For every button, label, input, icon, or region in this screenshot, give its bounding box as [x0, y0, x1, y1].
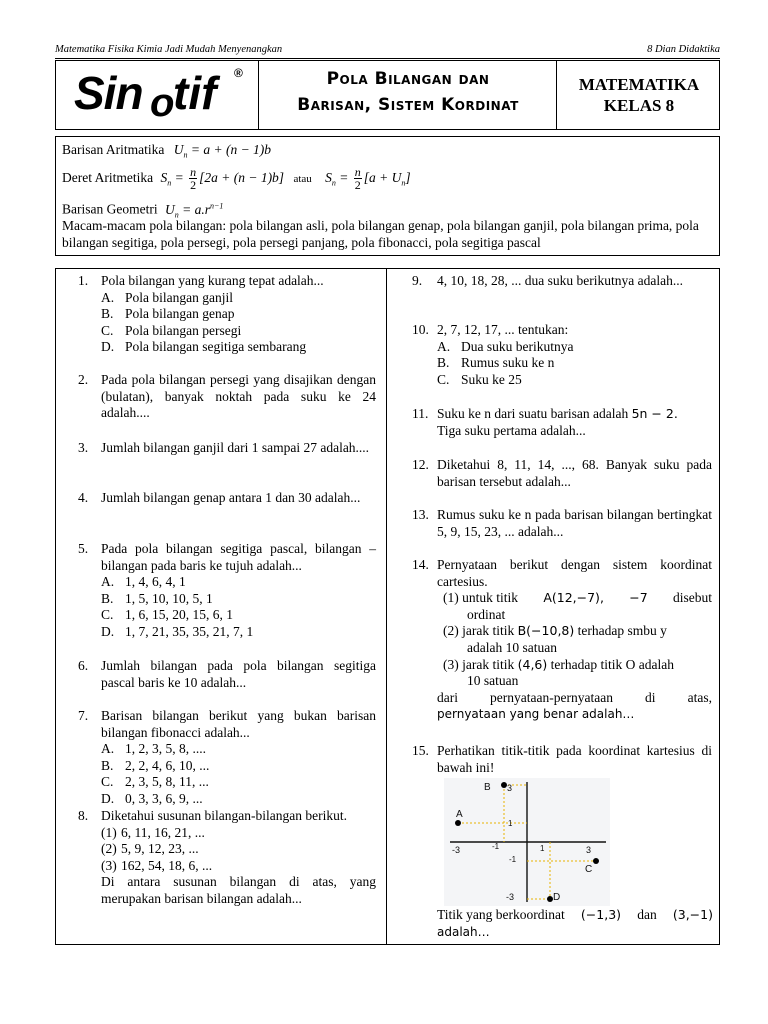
question-6: [78, 658, 376, 691]
logo: [70, 64, 250, 124]
q15-tail-b: adalah…: [437, 924, 490, 939]
q7-opt-c: C. 2, 3, 5, 8, 11, ...: [101, 774, 209, 790]
q2-num: 2.: [78, 372, 89, 387]
question-12: [412, 457, 712, 490]
q3-num: 3.: [78, 440, 89, 455]
deret-formula-2: $S_n$ = $\frac{n}{2}$ $[a + U_n]$: [325, 165, 411, 193]
point-a: [455, 820, 461, 826]
q1-opt-d: D. Pola bilangan segitiga sembarang: [101, 339, 307, 355]
subject-line1: MATEMATIKA: [578, 75, 700, 94]
q1-text: Pola bilangan yang kurang tepat adalah...: [101, 273, 324, 288]
q5-num: 5.: [78, 541, 89, 556]
q7-opt-d: D. 0, 3, 3, 6, 9, ...: [101, 790, 203, 806]
q4-text: Jumlah bilangan genap antara 1 dan 30 adalah...: [101, 490, 361, 505]
header-rule: [55, 58, 720, 59]
q5-opt-b: B. 1, 5, 10, 10, 5, 1: [101, 590, 213, 606]
q15-text: Perhatikan titik-titik pada koordinat kartesius di bawah ini!: [437, 743, 712, 775]
q10-opt-a: A. Dua suku berikutnya: [437, 338, 574, 354]
q7-opt-a: A. 1, 2, 3, 5, 8, ....: [101, 741, 206, 757]
q5-text: Pada pola bilangan segitiga pascal, bilangan – bilangan pada baris ke tujuh adalah...: [101, 541, 376, 573]
question-13: [412, 507, 712, 540]
formula-content: [62, 139, 714, 251]
tick-y-neg3: -3: [506, 892, 515, 902]
question-15-tail: [437, 907, 713, 940]
arith-formula: $U_n = a + (n - 1)b$: [173, 142, 272, 160]
page-title-line2: Barisan, Sistem Kordinat: [297, 95, 519, 115]
q7-num: 7.: [78, 708, 89, 723]
geo-formula: $U_n = a.r^{n-1}$: [164, 201, 224, 220]
question-3: [78, 440, 376, 457]
cartesian-graph: [444, 778, 610, 906]
label-b: B: [484, 782, 491, 793]
q12-text: Diketahui 8, 11, 14, ..., 68. Banyak suku pada barisan tersebut adalah...: [437, 457, 712, 489]
q9-num: 9.: [412, 273, 423, 288]
header-left: Matematika Fisika Kimia Jadi Mudah Menyenangkan: [55, 44, 283, 55]
q3-text: Jumlah bilangan ganjil dari 1 sampai 27 adalah....: [101, 440, 370, 455]
q14-stmt-3-cont: 10 satuan: [467, 673, 519, 689]
q1-opt-b: B. Pola bilangan genap: [101, 306, 235, 322]
deret-formula-1: $S_n$ = $\frac{n}{2}$ [2a + (n − 1)b]: [160, 165, 285, 193]
q8-text: Diketahui susunan bilangan-bilangan berikut.: [101, 808, 347, 823]
tick-x-1: 1: [540, 844, 545, 853]
q9-text: 4, 10, 18, 28, ... dua suku berikutnya adalah...: [437, 273, 683, 288]
atau-text: atau: [293, 173, 312, 185]
tick-y-neg1: -1: [509, 855, 517, 864]
deret-label: Deret Aritmetika: [62, 170, 154, 185]
q8-sub-1: (1) 6, 11, 16, 21, ...: [101, 824, 205, 840]
title-divider-1: [258, 60, 259, 130]
question-11: [412, 406, 712, 439]
label-c: C: [585, 864, 593, 875]
q14-stmt-1: (1) untuk titik A(12,−7), −7 disebut: [443, 590, 712, 606]
q10-text: 2, 7, 12, 17, ... tentukan:: [437, 322, 569, 337]
q1-opt-a: A. Pola bilangan ganjil: [101, 289, 233, 305]
tick-y-3: 3: [507, 783, 513, 793]
q8-tail: Di antara susunan bilangan di atas, yang merupakan barisan bilangan adalah...: [101, 874, 376, 906]
q11-text-b: Tiga suku pertama adalah...: [437, 422, 586, 438]
question-4: [78, 490, 376, 507]
page-title-line1: Pola Bilangan dan: [326, 69, 490, 89]
question-10: [412, 322, 712, 388]
q4-num: 4.: [78, 490, 89, 505]
title-divider-2: [556, 60, 557, 130]
q5-opt-c: C. 1, 6, 15, 20, 15, 6, 1: [101, 607, 233, 623]
q14-num: 14.: [412, 557, 429, 572]
tick-x-3: 3: [586, 845, 592, 855]
question-7: [78, 708, 376, 808]
q11-text-a: Suku ke n dari suatu barisan adalah: [437, 406, 629, 421]
q8-sub-3: (3) 162, 54, 18, 6, ...: [101, 857, 213, 873]
q14-stmt-1-cont: ordinat: [467, 606, 506, 622]
q6-text: Jumlah bilangan pada pola bilangan segitiga pascal baris ke 10 adalah...: [101, 658, 376, 690]
question-14: [412, 557, 712, 723]
q1-opt-c: C. Pola bilangan persegi: [101, 322, 242, 338]
q14-tail-2: pernyataan yang benar adalah…: [437, 707, 635, 722]
q10-opt-b: B. Rumus suku ke n: [437, 355, 555, 371]
q10-num: 10.: [412, 322, 429, 337]
q14-text: Pernyataan berikut dengan sistem koordinat cartesius.: [437, 557, 712, 589]
subject-block: [558, 74, 720, 116]
q14-tail-1: dari pernyataan-pernyataan di atas,: [437, 689, 712, 705]
logo-o-glyph: o: [150, 81, 175, 125]
question-2: [78, 372, 376, 422]
header-right: 8 Dian Didaktika: [647, 44, 720, 55]
question-15: [412, 743, 712, 776]
column-divider: [386, 268, 387, 945]
label-a: A: [456, 809, 463, 820]
question-9: [412, 273, 712, 290]
geo-label: Barisan Geometri: [62, 201, 158, 217]
q10-opt-c: C. Suku ke 25: [437, 371, 522, 387]
logo-text-b: tif: [173, 67, 217, 119]
logo-text-a: Sin: [74, 67, 143, 119]
point-c: [593, 858, 599, 864]
arith-label: Barisan Aritmatika: [62, 142, 165, 157]
q7-text: Barisan bilangan berikut yang bukan barisan bilangan fibonacci adalah...: [101, 708, 376, 740]
subject-line2: KELAS 8: [603, 96, 675, 115]
q1-num: 1.: [78, 273, 89, 288]
q11-math: 5n − 2.: [631, 406, 678, 421]
tick-x-neg3: -3: [452, 845, 461, 855]
q15-num: 15.: [412, 743, 429, 758]
logo-reg: ®: [234, 66, 243, 80]
q14-stmt-2-cont: adalah 10 satuan: [467, 639, 557, 655]
q5-opt-a: A. 1, 4, 6, 4, 1: [101, 574, 186, 590]
q14-stmt-3: (3) jarak titik (4,6) terhadap titik O adalah: [443, 656, 674, 672]
q13-text: Rumus suku ke n pada barisan bilangan bertingkat 5, 9, 15, 23, ... adalah...: [437, 507, 712, 539]
q8-sub-2: (2) 5, 9, 12, 23, ...: [101, 841, 199, 857]
q14-stmt-2: (2) jarak titik B(−10,8) terhadap smbu y: [443, 623, 667, 639]
tick-y-1: 1: [508, 819, 513, 828]
q6-num: 6.: [78, 658, 89, 673]
q15-tail-line: Titik yang berkoordinat (−1,3) dan (3,−1): [437, 907, 713, 922]
q13-num: 13.: [412, 507, 429, 522]
q12-num: 12.: [412, 457, 429, 472]
pattern-types: Macam-macam pola bilangan: pola bilangan asli, pola bilangan genap, pola bilangan ganjil, pola bilangan prima, pola bilangan segitiga, pola persegi, pola persegi panjang, pola fibonacci, pola segitiga pascal: [62, 218, 699, 250]
q7-opt-b: B. 2, 2, 4, 6, 10, ...: [101, 757, 210, 773]
q2-text: Pada pola bilangan persegi yang disajikan dengan (bulatan), banyak noktah pada suku ke 24 adalah....: [101, 372, 376, 421]
q11-num: 11.: [412, 406, 429, 421]
page-title: [260, 66, 556, 118]
label-d: D: [553, 892, 561, 903]
tick-x-neg1: -1: [492, 842, 500, 851]
question-8: [78, 808, 376, 908]
question-1: [78, 273, 376, 356]
q8-num: 8.: [78, 808, 89, 823]
q5-opt-d: D. 1, 7, 21, 35, 35, 21, 7, 1: [101, 623, 254, 639]
question-5: [78, 541, 376, 641]
